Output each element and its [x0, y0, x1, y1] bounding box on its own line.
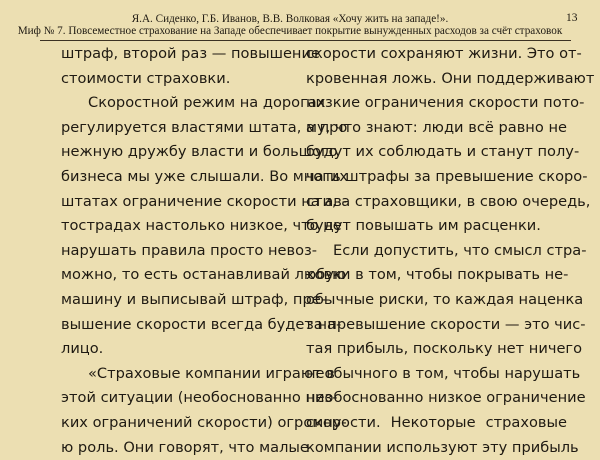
text-line: регулируется властями штата, а про [61, 116, 297, 141]
text-line: чать штрафы за превышение скоро- [306, 165, 567, 190]
page-number: 13 [566, 12, 578, 24]
text-line: можно, то есть останавливай любую [61, 263, 297, 288]
text-line: компании используют эту прибыль [306, 436, 567, 460]
text-line: тая прибыль, поскольку нет ничего [306, 337, 567, 362]
text-line: ховки в том, чтобы покрывать не- [306, 263, 567, 288]
text-line: стоимости страховки. [61, 67, 297, 92]
text-line: будут их соблюдать и станут полу- [306, 140, 567, 165]
left-column [61, 42, 297, 460]
text-line: ю роль. Они говорят, что малые [61, 436, 297, 460]
text-line: необоснованно низкое ограничение [306, 386, 567, 411]
text-line: штраф, второй раз — повышение [61, 42, 297, 67]
text-line: вышение скорости всегда будет на- [61, 313, 297, 338]
text-line: скорости сохраняют жизни. Это от- [306, 42, 567, 67]
text-line: кровенная ложь. Они поддерживают [306, 67, 567, 92]
right-column [306, 42, 567, 460]
header-chapter-title: Миф № 7. Повсеместное страхование на Западе обеспечивает покрытие вынужденных расходов за счёт страховок [10, 25, 570, 38]
text-line: этой ситуации (необоснованно низ- [61, 386, 297, 411]
text-line: штатах ограничение скорости на ав- [61, 190, 297, 215]
text-line: ких ограничений скорости) огромну- [61, 411, 297, 436]
text-line: сти, а страховщики, в свою очередь, [306, 190, 567, 215]
text-line: необычного в том, чтобы нарушать [306, 362, 567, 387]
text-line: за превышение скорости — это чис- [306, 313, 567, 338]
text-line: машину и выписывай штраф, пре- [61, 288, 297, 313]
text-line: нарушать правила просто невоз- [61, 239, 297, 264]
text-line: нежную дружбу власти и большого [61, 140, 297, 165]
text-line: скорости. Некоторые страховые [306, 411, 567, 436]
text-line: му, что знают: люди всё равно не [306, 116, 567, 141]
text-line: Если допустить, что смысл стра- [306, 239, 567, 264]
text-line: «Страховые компании играют в [61, 362, 297, 387]
text-line: тострадах настолько низкое, что не [61, 214, 297, 239]
text-line: обычные риски, то каждая наценка [306, 288, 567, 313]
text-line: низкие ограничения скорости пото- [306, 91, 567, 116]
text-line: лицо. [61, 337, 297, 362]
page-header [0, 0, 600, 48]
text-line: Скоростной режим на дорогах [61, 91, 297, 116]
text-line: будут повышать им расценки. [306, 214, 567, 239]
header-authors-title: Я.А. Сиденко, Г.Б. Иванов, В.В. Волковая «Хочу жить на западе!». [10, 13, 570, 26]
header-rule [40, 40, 571, 41]
text-line: бизнеса мы уже слышали. Во многих [61, 165, 297, 190]
